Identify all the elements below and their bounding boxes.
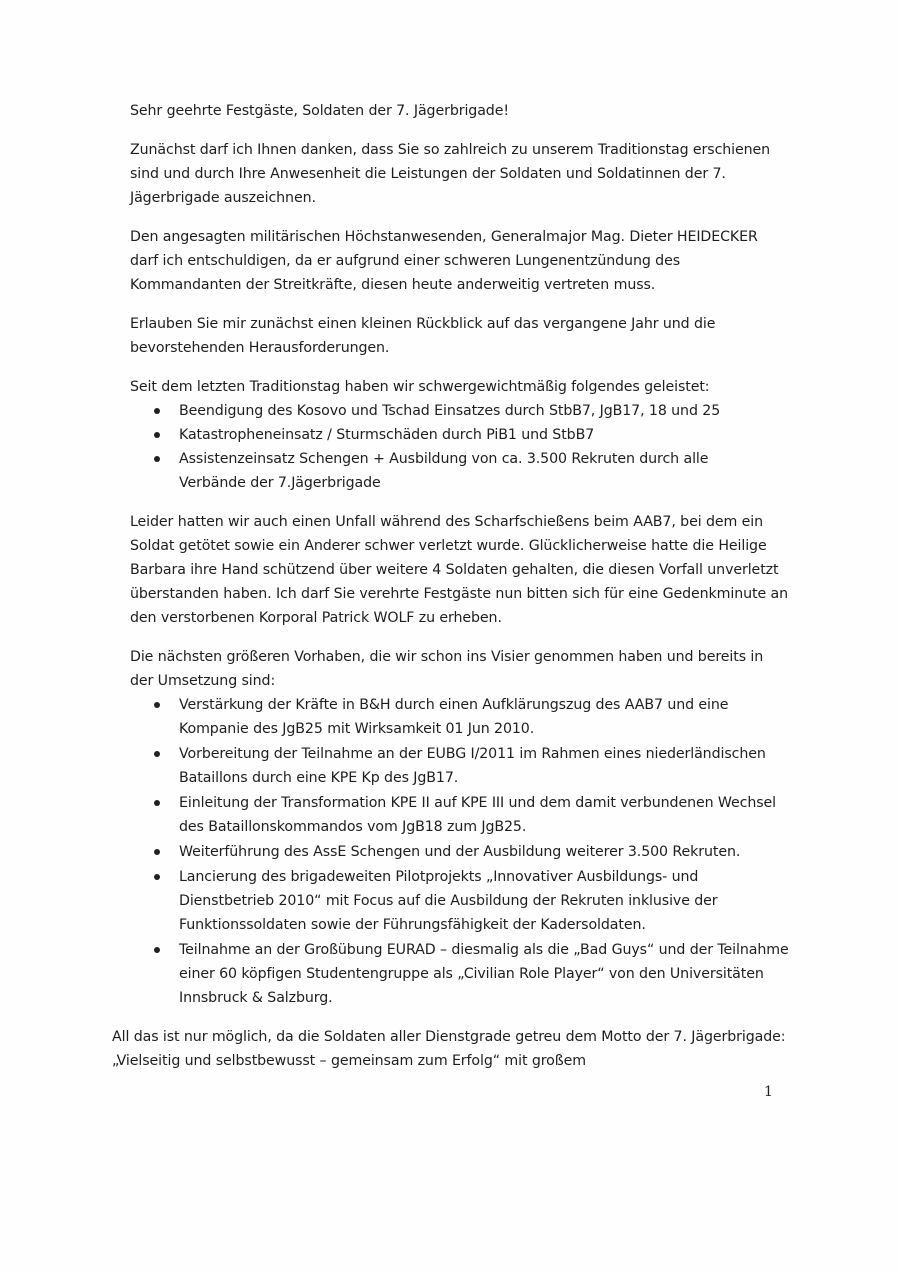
- list-item: Weiterführung des AssE Schengen und der Ausbildung weiterer 3.500 Rekruten.: [130, 840, 790, 864]
- list-item: Einleitung der Transformation KPE II auf KPE III und dem damit verbundenen Wechsel des Bataillonskommandos vom JgB18 zum JgB25.: [130, 791, 790, 839]
- salutation: Sehr geehrte Festgäste, Soldaten der 7. Jägerbrigade!: [130, 103, 509, 119]
- paragraph-closing: All das ist nur möglich, da die Soldaten aller Dienstgrade getreu dem Motto der 7. Jägerbrigade: „Vielseitig und selbstbewusst – gemeinsam zum Erfolg“ mit großem: [112, 1029, 786, 1069]
- list-item: Vorbereitung der Teilnahme an der EUBG I/2011 im Rahmen eines niederländischen Bataillons durch eine KPE Kp des JgB17.: [130, 742, 790, 790]
- paragraph-thanks: Zunächst darf ich Ihnen danken, dass Sie so zahlreich zu unserem Traditionstag erschienen sind und durch Ihre Anwesenheit die Leistungen der Soldaten und Soldatinnen der 7. Jägerbrigade auszeichnen.: [130, 142, 771, 206]
- list-item: Lancierung des brigadeweiten Pilotprojekts „Innovativer Ausbildungs- und Dienstbetrieb 2010“ mit Focus auf die Ausbildung der Rekruten inklusive der Funktionssoldaten sowie der Führungsfähigkeit der Kadersoldaten.: [130, 865, 790, 937]
- achievements-list: [130, 399, 790, 495]
- page-number: 1: [764, 1084, 773, 1100]
- paragraph-review: Erlauben Sie mir zunächst einen kleinen Rückblick auf das vergangene Jahr und die bevorstehenden Herausforderungen.: [130, 316, 716, 356]
- list-item: Beendigung des Kosovo und Tschad Einsatzes durch StbB7, JgB17, 18 und 25: [130, 399, 790, 423]
- paragraph-since: Seit dem letzten Traditionstag haben wir schwergewichtmäßig folgendes geleistet:: [130, 379, 710, 395]
- letter-body: [112, 99, 790, 1088]
- paragraph-next: Die nächsten größeren Vorhaben, die wir schon ins Visier genommen haben und bereits in der Umsetzung sind:: [130, 649, 764, 689]
- list-item: Assistenzeinsatz Schengen + Ausbildung von ca. 3.500 Rekruten durch alle Verbände der 7.Jägerbrigade: [130, 447, 790, 495]
- plans-list: [130, 693, 790, 1010]
- paragraph-accident: Leider hatten wir auch einen Unfall während des Scharfschießens beim AAB7, bei dem ein Soldat getötet sowie ein Anderer schwer verletzt wurde. Glücklicherweise hatte die Heilige Barbara ihre Hand schützend über weitere 4 Soldaten gehalten, die diesen Vorfall unverletzt überstanden haben. Ich darf Sie verehrte Festgäste nun bitten sich für eine Gedenkminute an den verstorbenen Korporal Patrick WOLF zu erheben.: [130, 514, 788, 626]
- paragraph-excuse: Den angesagten militärischen Höchstanwesenden, Generalmajor Mag. Dieter HEIDECKER darf ich entschuldigen, da er aufgrund einer schweren Lungenentzündung des Kommandanten der Streitkräfte, diesen heute anderweitig vertreten muss.: [130, 229, 758, 293]
- list-item: Verstärkung der Kräfte in B&H durch einen Aufklärungszug des AAB7 und eine Kompanie des JgB25 mit Wirksamkeit 01 Jun 2010.: [130, 693, 790, 741]
- list-item: Teilnahme an der Großübung EURAD – diesmalig als die „Bad Guys“ und der Teilnahme einer 60 köpfigen Studentengruppe als „Civilian Role Player“ von den Universitäten Innsbruck & Salzburg.: [130, 938, 790, 1010]
- list-item: Katastropheneinsatz / Sturmschäden durch PiB1 und StbB7: [130, 423, 790, 447]
